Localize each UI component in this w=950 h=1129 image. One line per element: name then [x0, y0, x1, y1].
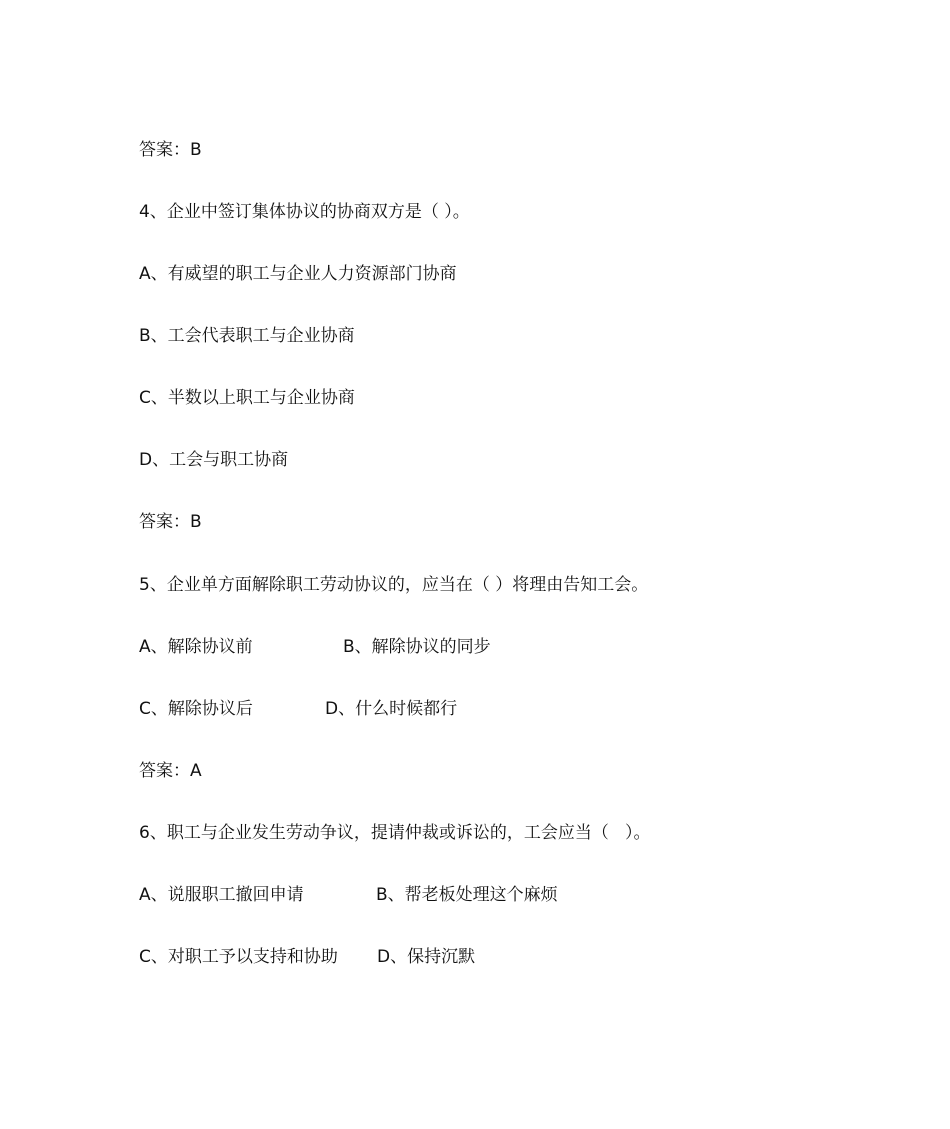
- option-b: B、解除协议的同步: [343, 637, 491, 657]
- question-6: 6、职工与企业发生劳动争议，提请仲裁或诉讼的，工会应当（ ）。: [139, 823, 651, 843]
- option-a: A、有威望的职工与企业人力资源部门协商: [139, 264, 457, 284]
- answer-line: 答案：B: [139, 512, 202, 532]
- question-4: 4、企业中签订集体协议的协商双方是（ ）。: [139, 202, 470, 222]
- option-d: D、保持沉默: [377, 947, 476, 967]
- option-c: C、解除协议后: [139, 699, 253, 719]
- option-b: B、工会代表职工与企业协商: [139, 326, 355, 346]
- option-c: C、对职工予以支持和协助: [139, 947, 338, 967]
- option-a: A、说服职工撤回申请: [139, 885, 304, 905]
- answer-line: 答案：B: [139, 140, 202, 160]
- option-b: B、帮老板处理这个麻烦: [376, 885, 558, 905]
- option-c: C、半数以上职工与企业协商: [139, 388, 355, 408]
- answer-line: 答案：A: [139, 761, 202, 781]
- question-5: 5、企业单方面解除职工劳动协议的，应当在（ ）将理由告知工会。: [139, 575, 649, 595]
- option-d: D、什么时候都行: [325, 699, 458, 719]
- option-d: D、工会与职工协商: [139, 450, 289, 470]
- option-a: A、解除协议前: [139, 637, 253, 657]
